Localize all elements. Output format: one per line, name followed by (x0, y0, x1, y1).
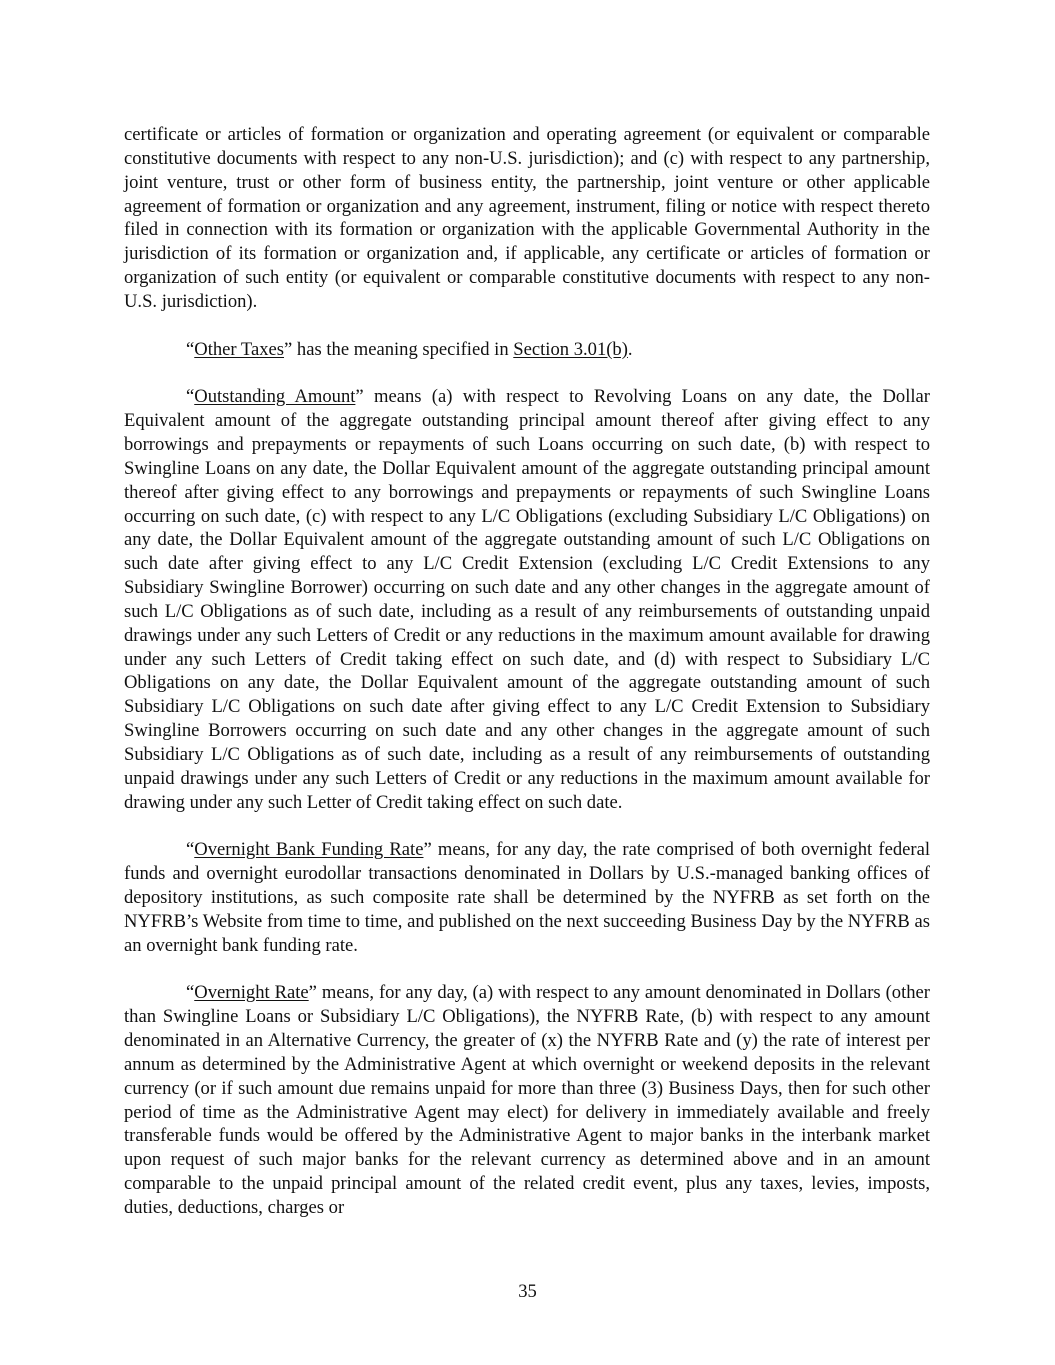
defined-term: Overnight Bank Funding Rate (194, 839, 424, 861)
defined-term: Other Taxes (194, 338, 285, 360)
definition-body: means, for any day, (a) with respect to any amount denominated in Dollars (other than Swingline Loans or Subsidiary L/C Obligations), the NYFRB Rate, (b) with respect to any amount denominated in an Alternative Currency, the greater of (x) the NYFRB Rate and (y) the rate of interest per annum as determined by the Administrative Agent at which overnight or weekend deposits in the relevant currency (or if such amount due remains unpaid for more than three (3) Business Days, then for such other period of time as the Administrative Agent may elect) for delivery in immediately available and freely transferable funds would be offered by the Administrative Agent to major banks in the interbank market upon request of such major banks for the relevant currency as determined above and in an amount comparable to the unpaid principal amount of the related credit event, plus any taxes, levies, imposts, duties, deductions, charges or (124, 982, 930, 1218)
definition-body: means (a) with respect to Revolving Loans on any date, the Dollar Equivalent amount of the aggregate outstanding principal amount thereof after giving effect to any borrowings and prepayments or repayments of such Loans occurring on such date, (b) with respect to Swingline Loans on any date, the Dollar Equivalent amount of the aggregate outstanding principal amount thereof after giving effect to any borrowings and prepayments or repayments of such Swingline Loans occurring on such date, (c) with respect to any L/C Obligations (excluding Subsidiary L/C Obligations) on any date, the Dollar Equivalent amount of the aggregate outstanding amount of such L/C Obligations on such date after giving effect to any L/C Credit Extension (excluding L/C Credit Extensions to any Subsidiary Swingline Borrower) occurring on such date and any other changes in the aggregate amount of such L/C Obligations as of such date, including as a result of any reimbursements of outstanding unpaid drawings under any such Letters of Credit or any reductions in the maximum amount available for drawing under any such Letters of Credit taking effect on such date, and (d) with respect to Subsidiary L/C Obligations on any date, the Dollar Equivalent amount of the aggregate outstanding amount of such Subsidiary L/C Obligations on such date after giving effect to any L/C Credit Extension to Subsidiary Swingline Borrowers occurring on such date and any other changes in the aggregate amount of such Subsidiary L/C Obligations as of such date, including as a result of any reimbursements of outstanding unpaid drawings under any such Letters of Credit or any reductions in the maximum amount available for drawing under any such Letter of Credit taking effect on such date. (124, 386, 930, 813)
defined-term: Overnight Rate (194, 982, 309, 1004)
definition-body-end: . (627, 338, 633, 360)
section-reference: Section 3.01(b) (513, 338, 628, 360)
page-number: 35 (518, 1281, 537, 1302)
document-page (124, 123, 930, 1244)
definition-body: has the meaning specified in (292, 338, 514, 360)
close-quote: ” (284, 338, 293, 360)
continuation-paragraph: certificate or articles of formation or organization and operating agreement (or equivalent or comparable constitutive documents with respect to any non-U.S. jurisdiction); and (c) with respect to any partnership, joint venture, trust or other form of business entity, the partnership, joint venture or other applicable agreement of formation or organization and any agreement, instrument, filing or notice with respect thereto filed in connection with its formation or organization with the applicable Governmental Authority in the jurisdiction of its formation or organization and, if applicable, any certificate or articles of formation or organization of such entity (or equivalent or comparable constitutive documents with respect to any non-U.S. jurisdiction). (124, 124, 930, 312)
open-quote: “ (186, 982, 195, 1004)
definition-outstanding-amount (124, 385, 930, 814)
close-quote: ” (355, 386, 364, 408)
open-quote: “ (186, 338, 195, 360)
definition-overnight-bank-funding-rate (124, 838, 930, 957)
open-quote: “ (186, 386, 195, 408)
open-quote: “ (186, 839, 195, 861)
close-quote: ” (423, 839, 432, 861)
definition-other-taxes (124, 338, 930, 362)
definition-body: means, for any day, the rate comprised of both overnight federal funds and overnight eurodollar transactions denominated in Dollars by U.S.-managed banking offices of depository institutions, as such composite rate shall be determined by the NYFRB as set forth on the NYFRB’s Website from time to time, and published on the next succeeding Business Day by the NYFRB as an overnight bank funding rate. (124, 839, 930, 956)
defined-term: Outstanding Amount (194, 386, 356, 408)
close-quote: ” (308, 982, 317, 1004)
definition-overnight-rate (124, 981, 930, 1219)
